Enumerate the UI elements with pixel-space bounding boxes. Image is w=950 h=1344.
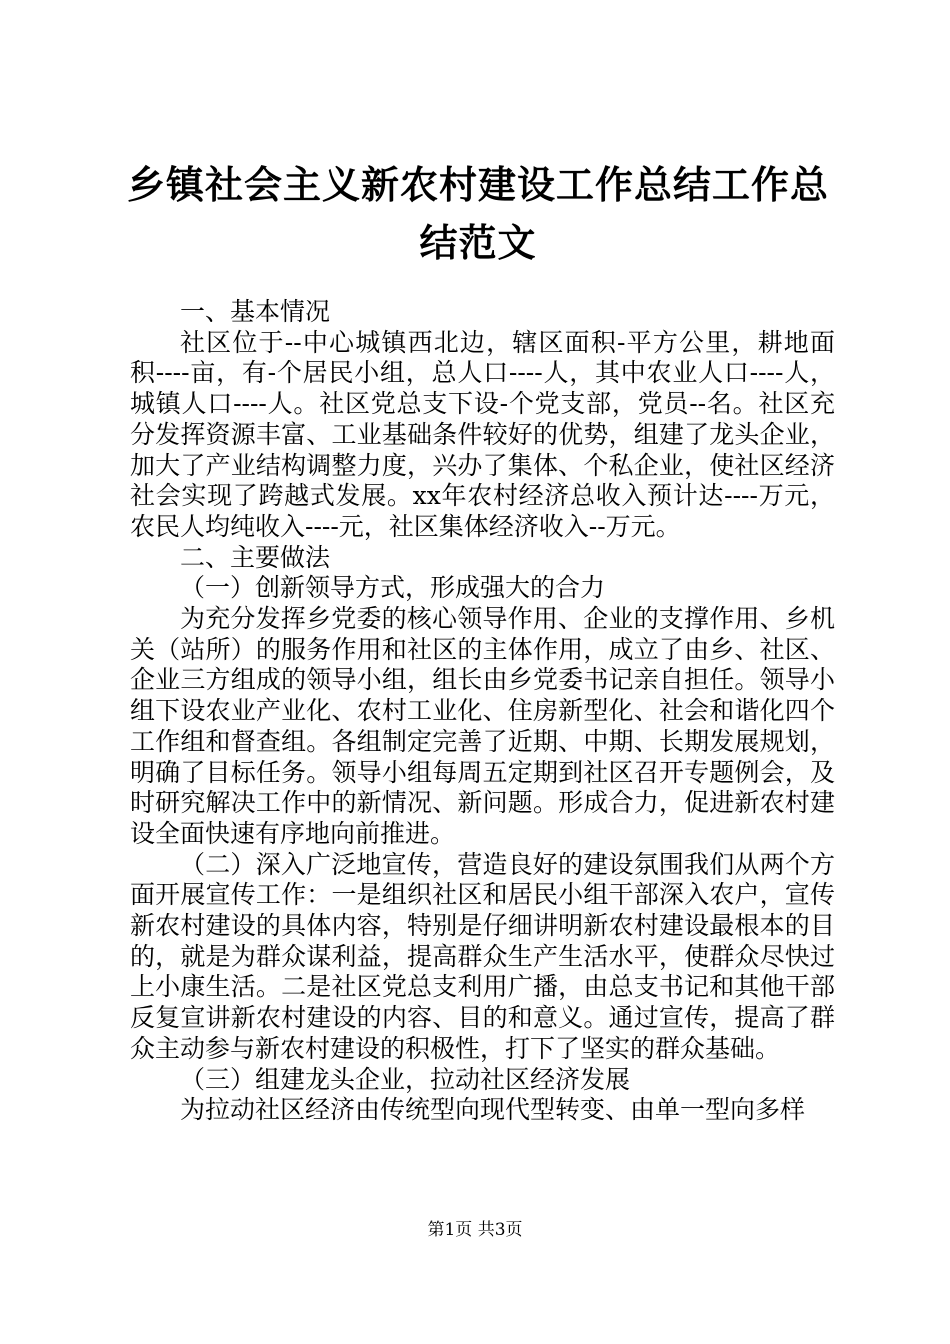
paragraph-basic-info: 社区位于--中心城镇西北边，辖区面积-平方公里，耕地面积----亩，有-个居民小组，总人口----人，其中农业人口----人，城镇人口----人。社区党总支下设-个党支部，党员--名。社区充分发挥资源丰富、工业基础条件较好的优势，组建了龙头企业，加大了产业结构调整力度，兴办了集体、个私企业，使社区经济社会实现了跨越式发展。xx年农村经济总收入预计达----万元，农民人均纯收入----元，社区集体经济收入--万元。 <box>130 327 835 541</box>
paragraph-publicity: （二）深入广泛地宣传，营造良好的建设氛围我们从两个方面开展宣传工作：一是组织社区和居民小组干部深入农户，宣传新农村建设的具体内容，特别是仔细讲明新农村建设最根本的目的，就是为群众谋利益，提高群众生产生活水平，使群众尽快过上小康生活。二是社区党总支利用广播，由总支书记和其他干部反复宣讲新农村建设的内容、目的和意义。通过宣传，提高了群众主动参与新农村建设的积极性，打下了坚实的群众基础。 <box>130 849 835 1063</box>
subsection-heading-leadership: （一）创新领导方式，形成强大的合力 <box>180 573 606 603</box>
document-body <box>130 297 835 1126</box>
section-heading-basic: 一、基本情况 <box>180 297 331 326</box>
paragraph-enterprise: 为拉动社区经济由传统型向现代型转变、由单一型向多样 <box>180 1095 806 1125</box>
subsection-heading-enterprise: （三）组建龙头企业，拉动社区经济发展 <box>180 1064 631 1094</box>
document-title: 乡镇社会主义新农村建设工作总结工作总结范文 <box>126 162 829 265</box>
section-heading-methods: 二、主要做法 <box>180 542 331 572</box>
paragraph-leadership: 为充分发挥乡党委的核心领导作用、企业的支撑作用、乡机关（站所）的服务作用和社区的主体作用，成立了由乡、社区、企业三方组成的领导小组，组长由乡党委书记亲自担任。领导小组下设农业产业化、农村工业化、住房新型化、社会和谐化四个工作组和督查组。各组制定完善了近期、中期、长期发展规划，明确了目标任务。领导小组每周五定期到社区召开专题例会，及时研究解决工作中的新情况、新问题。形成合力，促进新农村建设全面快速有序地向前推进。 <box>130 604 835 848</box>
page-footer: 第1页 共3页 <box>427 1220 523 1240</box>
